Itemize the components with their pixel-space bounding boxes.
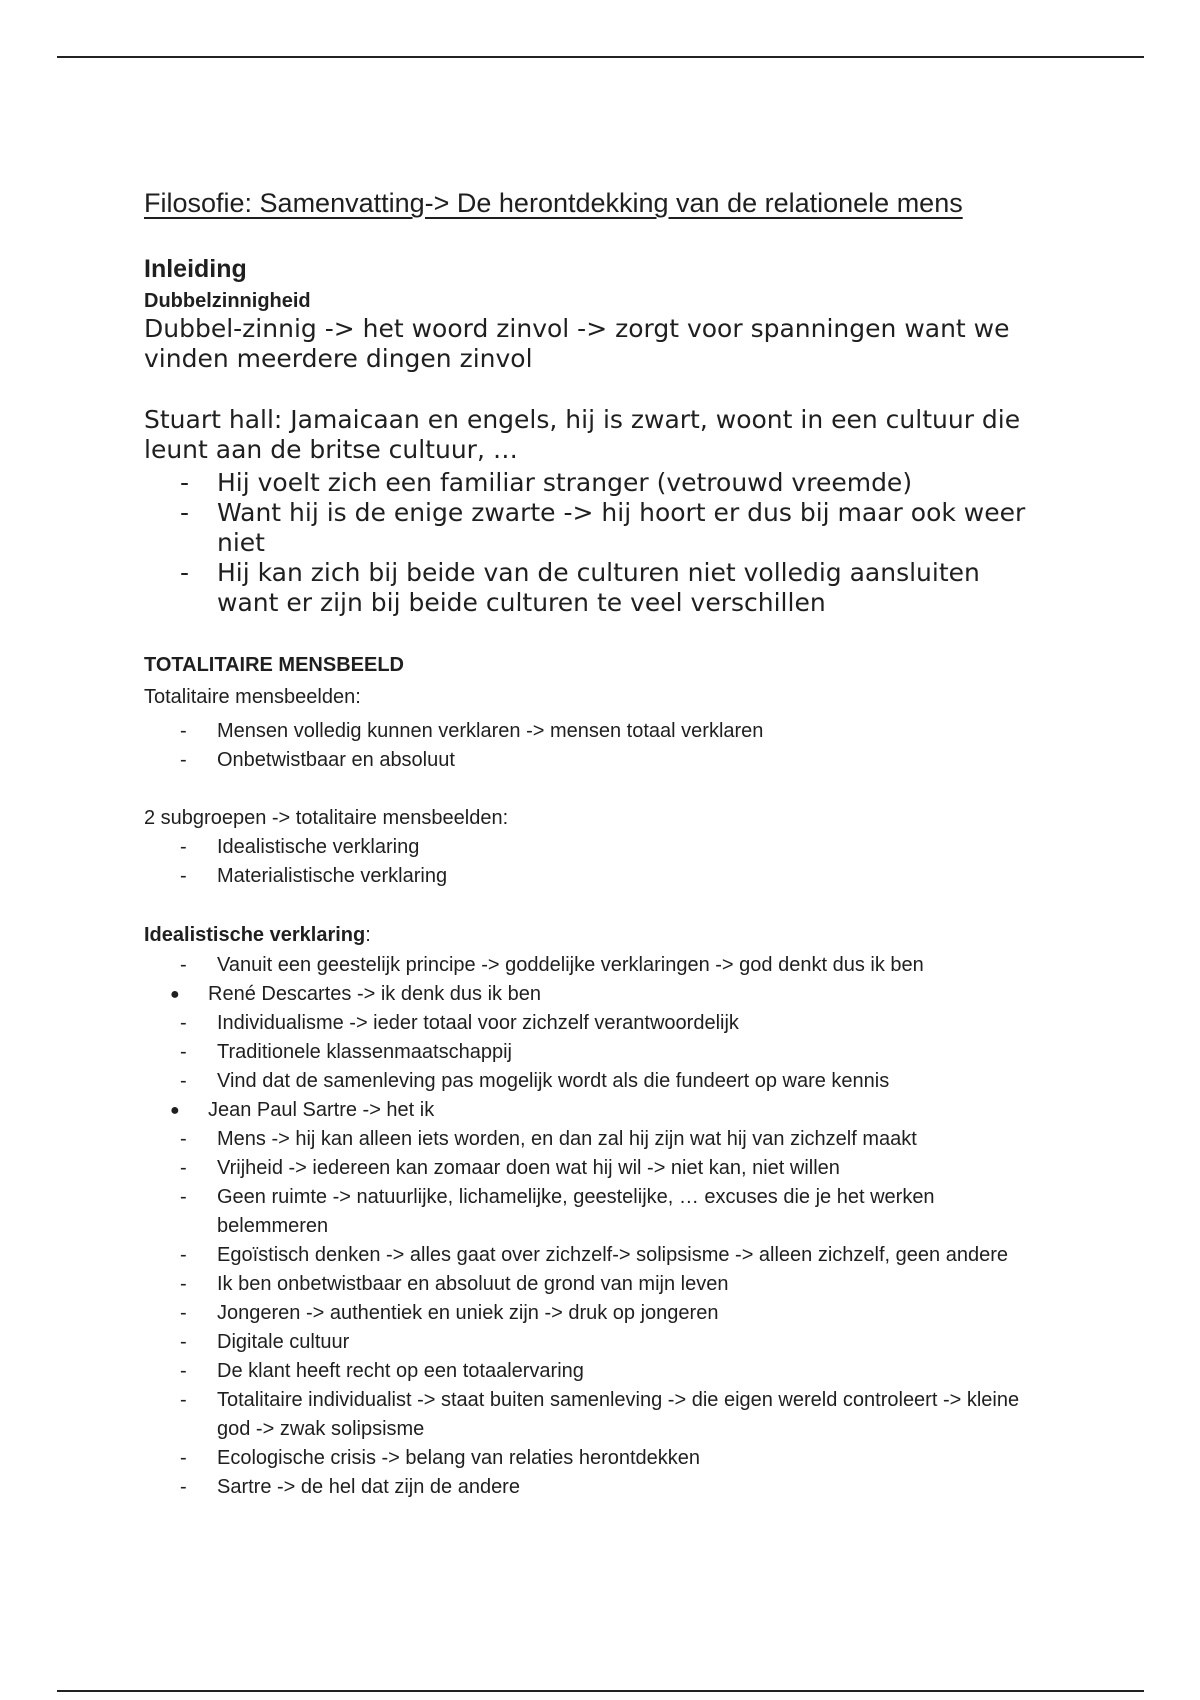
list-item: ● René Descartes -> ik denk dus ik ben xyxy=(144,980,1044,1009)
page-title: Filosofie: Samenvatting-> De herontdekking van de relationele mens xyxy=(144,188,963,218)
section-heading-inleiding: Inleiding xyxy=(144,255,247,283)
dash-marker: - xyxy=(180,1128,187,1150)
dash-marker: - xyxy=(180,836,187,858)
dash-marker: - xyxy=(180,954,187,976)
list-item: - De klant heeft recht op een totaalervaring xyxy=(144,1357,1044,1386)
subheading-dubbelzinnigheid: Dubbelzinnigheid xyxy=(144,290,311,312)
dash-marker: - xyxy=(180,720,187,742)
dash-marker: - xyxy=(180,1360,187,1382)
dash-marker: - xyxy=(180,865,187,887)
list-item: - Materialistische verklaring xyxy=(144,862,1044,891)
list-item: - Digitale cultuur xyxy=(144,1328,1044,1357)
dash-marker: - xyxy=(180,1331,187,1353)
list-item: - Individualisme -> ieder totaal voor zichzelf verantwoordelijk xyxy=(144,1009,1044,1038)
list-item: - Sartre -> de hel dat zijn de andere xyxy=(144,1473,1044,1502)
list-item: - Hij voelt zich een familiar stranger (vetrouwd vreemde) xyxy=(180,468,913,497)
list-item: - Hij kan zich bij beide van de culturen niet volledig aansluiten want er zijn bij beide culturen te veel verschillen xyxy=(180,558,980,617)
paragraph-subgroepen: 2 subgroepen -> totalitaire mensbeelden: xyxy=(144,807,509,829)
list-item: - Vind dat de samenleving pas mogelijk wordt als die fundeert op ware kennis xyxy=(144,1067,1044,1096)
paragraph-totalitaire: Totalitaire mensbeelden: xyxy=(144,686,361,708)
list-idealistische xyxy=(144,951,1044,1502)
list-item: - Vanuit een geestelijk principe -> goddelijke verklaringen -> god denkt dus ik ben xyxy=(144,951,1044,980)
list-item: - Idealistische verklaring xyxy=(144,833,1044,862)
dash-marker: - xyxy=(180,558,190,587)
list-item: - Egoïstisch denken -> alles gaat over zichzelf-> solipsisme -> alleen zichzelf, geen andere xyxy=(144,1241,1044,1270)
list-item: - Vrijheid -> iedereen kan zomaar doen wat hij wil -> niet kan, niet willen xyxy=(144,1154,1044,1183)
paragraph-stuart-hall: Stuart hall: Jamaicaan en engels, hij is zwart, woont in een cultuur die leunt aan de britse cultuur, … xyxy=(144,405,1021,464)
dash-marker: - xyxy=(180,1302,187,1324)
dash-marker: - xyxy=(180,1070,187,1092)
list-totalitaire xyxy=(144,717,1044,775)
dash-marker: - xyxy=(180,749,187,771)
list-item: - Ik ben onbetwistbaar en absoluut de grond van mijn leven xyxy=(144,1270,1044,1299)
dash-marker: - xyxy=(180,498,190,527)
list-item: - Mens -> hij kan alleen iets worden, en dan zal hij zijn wat hij van zichzelf maakt xyxy=(144,1125,1044,1154)
list-item: - Totalitaire individualist -> staat buiten samenleving -> die eigen wereld controleert -> kleine god -> zwak solipsisme xyxy=(144,1386,1044,1444)
dash-marker: - xyxy=(180,468,190,497)
bullet-marker: ● xyxy=(170,1102,180,1119)
list-subgroepen xyxy=(144,833,1044,891)
header-rule xyxy=(57,56,1144,58)
dash-marker: - xyxy=(180,1186,187,1208)
list-item: - Want hij is de enige zwarte -> hij hoort er dus bij maar ook weer niet xyxy=(180,498,1026,557)
list-item: - Onbetwistbaar en absoluut xyxy=(144,746,1044,775)
section-heading-idealistische: Idealistische verklaring: xyxy=(144,924,371,946)
list-item: - Ecologische crisis -> belang van relaties herontdekken xyxy=(144,1444,1044,1473)
dash-marker: - xyxy=(180,1012,187,1034)
dash-marker: - xyxy=(180,1273,187,1295)
bullet-marker: ● xyxy=(170,986,180,1003)
list-item: - Mensen volledig kunnen verklaren -> mensen totaal verklaren xyxy=(144,717,1044,746)
dash-marker: - xyxy=(180,1447,187,1469)
section-heading-totalitaire: TOTALITAIRE MENSBEELD xyxy=(144,654,404,676)
dash-marker: - xyxy=(180,1157,187,1179)
dash-marker: - xyxy=(180,1389,187,1411)
list-item: - Traditionele klassenmaatschappij xyxy=(144,1038,1044,1067)
dash-marker: - xyxy=(180,1041,187,1063)
list-item: - Geen ruimte -> natuurlijke, lichamelijke, geestelijke, … excuses die je het werken belemmeren xyxy=(144,1183,1044,1241)
list-stuart-hall xyxy=(144,468,1044,618)
dash-marker: - xyxy=(180,1244,187,1266)
footer-rule xyxy=(57,1690,1144,1692)
dash-marker: - xyxy=(180,1476,187,1498)
list-item: - Jongeren -> authentiek en uniek zijn -> druk op jongeren xyxy=(144,1299,1044,1328)
list-item: ● Jean Paul Sartre -> het ik xyxy=(144,1096,1044,1125)
paragraph-dubbelzinnig: Dubbel-zinnig -> het woord zinvol -> zorgt voor spanningen want we vinden meerdere dingen zinvol xyxy=(144,314,1010,373)
